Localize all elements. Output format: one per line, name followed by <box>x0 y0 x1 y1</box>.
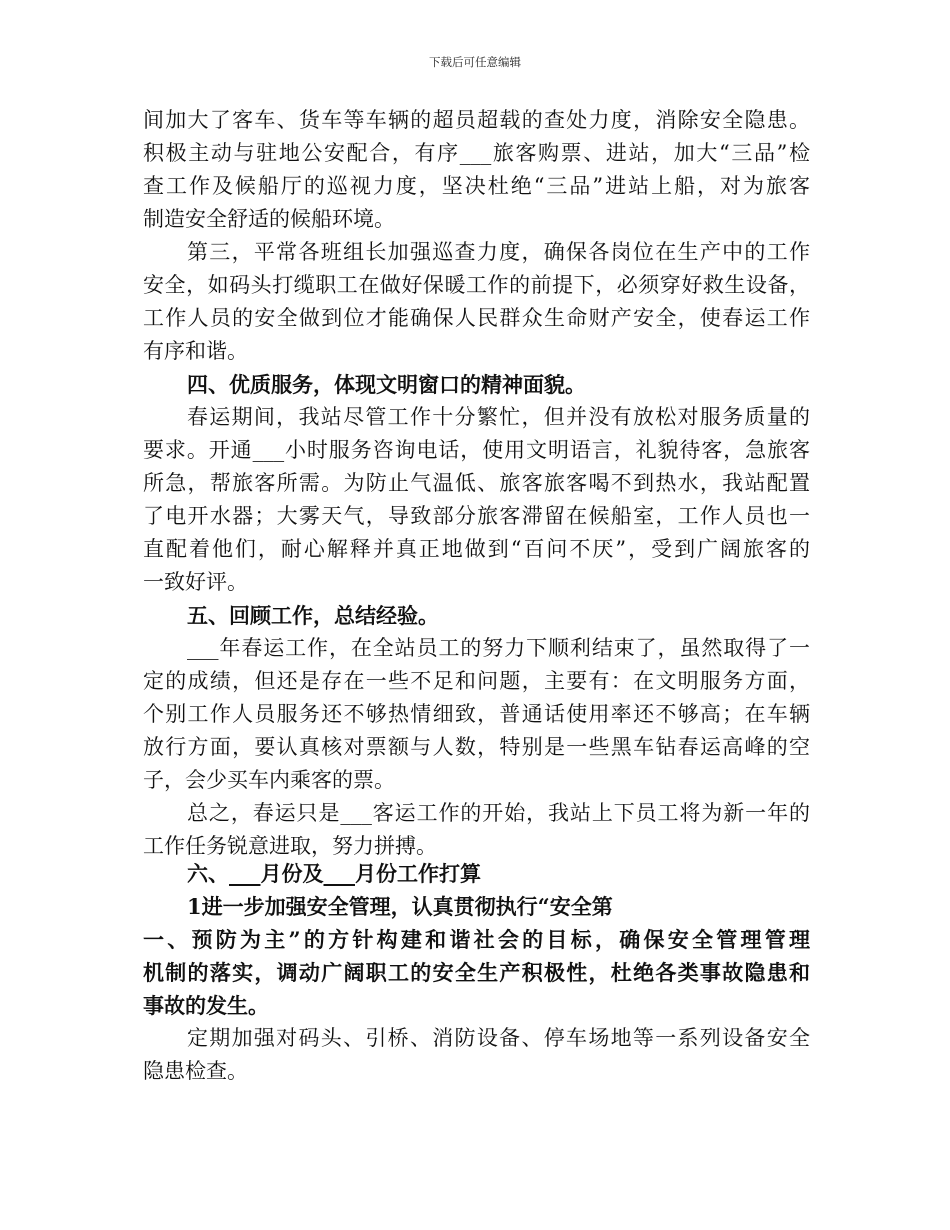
body-line: 总之，春运只是___客运工作的开始，我站上下员工将为新一年的 <box>187 801 810 825</box>
body-line: 了电开水器；大雾天气，导致部分旅客滞留在候船室，工作人员也一 <box>143 504 810 528</box>
paragraph-summary <box>143 797 810 863</box>
body-line: 有序和谐。 <box>143 339 248 363</box>
body-line: 积极主动与驻地公安配合，有序___旅客购票、进站，加大“三品”检 <box>143 141 810 165</box>
heading-line: 1进一步加强安全管理，认真贯彻执行“安全第 <box>187 894 613 919</box>
section-heading-review <box>143 599 810 632</box>
plan-item-1 <box>143 890 810 923</box>
body-line: 安全，如码头打缆职工在做好保暖工作的前提下，必须穿好救生设备， <box>143 273 810 297</box>
body-line: 所急，帮旅客所需。为防止气温低、旅客旅客喝不到热水，我站配置 <box>143 471 810 495</box>
paragraph-safety-policy <box>143 923 810 1022</box>
body-line: ___年春运工作，在全站员工的努力下顺利结束了，虽然取得了一 <box>187 636 810 660</box>
section-heading-quality-service <box>143 368 810 401</box>
body-line: 要求。开通___小时服务咨询电话，使用文明语言，礼貌待客，急旅客 <box>143 438 810 462</box>
section-heading-work-plan <box>143 857 810 890</box>
body-line: 定的成绩，但还是存在一些不足和问题，主要有：在文明服务方面， <box>143 669 810 693</box>
body-line: 事故的发生。 <box>143 993 269 1018</box>
body-line: 隐患检查。 <box>143 1059 248 1083</box>
body-line: 一致好评。 <box>143 570 248 594</box>
body-line: 查工作及候船厅的巡视力度，坚决杜绝“三品”进站上船，对为旅客 <box>143 174 810 198</box>
body-line: 个别工作人员服务还不够热情细致，普通话使用率还不够高；在车辆 <box>143 702 810 726</box>
page-header-note: 下载后可任意编辑 <box>429 55 521 69</box>
body-line: 工作任务锐意进取，努力拼搏。 <box>143 834 437 858</box>
body-line: 间加大了客车、货车等车辆的超员超载的查处力度，消除安全隐患。 <box>143 108 810 132</box>
body-line: 第三，平常各班组长加强巡查力度，确保各岗位在生产中的工作 <box>187 240 810 264</box>
body-line: 工作人员的安全做到位才能确保人民群众生命财产安全，使春运工作 <box>143 306 810 330</box>
heading-line: 五、回顾工作，总结经验。 <box>187 603 439 628</box>
heading-line: 四、优质服务，体现文明窗口的精神面貌。 <box>187 372 586 397</box>
body-line: 制造安全舒适的候船环境。 <box>143 207 395 231</box>
body-line: 机制的落实，调动广阔职工的安全生产积极性，杜绝各类事故隐患和 <box>143 960 810 985</box>
paragraph-service <box>143 401 810 599</box>
body-line: 春运期间，我站尽管工作十分繁忙，但并没有放松对服务质量的 <box>187 405 810 429</box>
paragraph-team-patrol <box>143 236 810 368</box>
heading-line: 六、___月份及___月份工作打算 <box>187 861 481 886</box>
paragraph-review <box>143 632 810 797</box>
body-line: 定期加强对码头、引桥、消防设备、停车场地等一系列设备安全 <box>187 1026 810 1050</box>
body-line: 直配着他们，耐心解释并真正地做到“百问不厌”，受到广阔旅客的 <box>143 537 810 561</box>
paragraph-passenger-safety <box>143 104 810 236</box>
paragraph-inspection <box>143 1022 810 1088</box>
document-body <box>143 104 810 1088</box>
body-line: 放行方面，要认真核对票额与人数，特别是一些黑车钻春运高峰的空 <box>143 735 810 759</box>
body-line: 一、预防为主”的方针构建和谐社会的目标，确保安全管理管理 <box>143 927 810 952</box>
body-line: 子，会少买车内乘客的票。 <box>143 768 395 792</box>
